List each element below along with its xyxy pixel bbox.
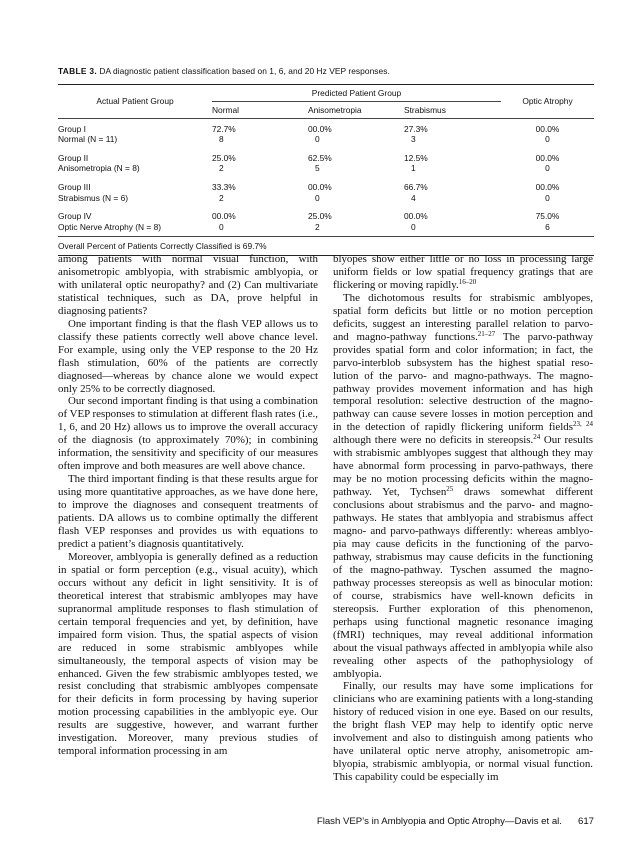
header-strabismus: Strabismus [404, 105, 446, 115]
cell-pct: 75.0% [535, 211, 560, 222]
cell-pct: 27.3% [404, 123, 428, 134]
cell-pct: 00.0% [404, 211, 428, 222]
cell-count: 1 [411, 163, 416, 174]
cell-count: 0 [315, 192, 320, 203]
paragraph: Moreover, amblyopia is generally defined as a reduction in spatial or form perception (e.g., visual acuity), which occurs without any deficit in light sensitivity. It is of theoretical interest that strabismic amblyopes may have supranormal amplitude responses to flash stimulation of certain temporal frequencies and yet, by definition, have impaired form vision. Thus, the spatial aspects of vision are reduced in some strabismic amblyopes while simultaneously, the temporal aspects of vision may be enhanced. Given the few strabismic amblyopes tested, we resist concluding that strabismic amblyopes compensate for their deficits in form processing by having superior motion processing capabilities in the amblyopic eye. Our results are suggestive, however, and warrant further investigation. Moreover, many previous studies of temporal information processing in am [58, 550, 318, 758]
citation: 24 [533, 433, 541, 442]
citation: 23, 24 [572, 420, 593, 429]
table-caption-text: DA diagnostic patient classification based on 1, 6, and 20 Hz VEP responses. [99, 66, 390, 76]
header-normal: Normal [212, 105, 239, 115]
cell-pct: 25.0% [308, 211, 332, 222]
table-label: TABLE 3. [58, 66, 98, 76]
group-sub: Normal (N = 11) [58, 134, 118, 145]
right-column [333, 253, 593, 784]
table-row [58, 153, 594, 164]
cell-count: 6 [545, 221, 550, 232]
group-name: Group I [58, 123, 86, 134]
cell-count: 2 [219, 163, 224, 174]
table-row [58, 193, 594, 204]
group-sub: Anisometropia (N = 8) [58, 163, 140, 174]
header-anisometropia: Anisometropia [308, 105, 362, 115]
table-row [58, 163, 594, 174]
paragraph: The third important finding is that these results argue for using more quantitative approaches, as we have done here, to improve the diagnoses and consequent treatments of patients. DA allows us to combine optimally the different flash VEP responses and provides us with equations to predict a patient’s diagnosis quantitatively. [58, 473, 318, 550]
cell-pct: 00.0% [535, 123, 560, 134]
table-row [58, 134, 594, 145]
cell-count: 0 [315, 134, 320, 145]
cell-count: 0 [545, 134, 550, 145]
group-sub: Optic Nerve Atrophy (N = 8) [58, 221, 162, 232]
paragraph: One important finding is that the flash VEP allows us to classify these patients correctly well above chance level. For example, using only the VEP response to the 20 Hz flash stimulation, 60% of the patients are correctly diagnosed—whereas by chance alone we would expect only 25% to be correctly diagnosed. [58, 317, 318, 395]
cell-count: 2 [219, 192, 224, 203]
cell-pct: 00.0% [535, 152, 560, 163]
cell-pct: 66.7% [404, 181, 428, 192]
cell-pct: 25.0% [212, 152, 236, 163]
group-sub: Strabismus (N = 6) [58, 192, 129, 203]
cell-pct: 00.0% [308, 181, 332, 192]
header-predicted-group: Predicted Patient Group [212, 85, 501, 103]
page-footer [0, 816, 594, 827]
cell-count: 4 [411, 192, 416, 203]
citation: 16–20 [458, 277, 477, 286]
table-3 [58, 66, 594, 256]
cell-count: 8 [219, 134, 224, 145]
paragraph: The dichotomous results for strabismic amblyopes, spatial form deficits but little or no motion perception deficits, suggest an interesting parallel relation to parvo- and magno-pathway functions.$^{21-27}$ The parvo-pathway provides spatial form and color information; in fact, the parvo-interblob subsystem has the highest spatial resolution of the parvo- and magno-pathways. The magno-pathway provides movement information and has high temporal resolution: selective destruction of the magno-pathway can cause severe losses in motion perception and in the detection of rapidly flickering uniform fields$^{23, 24}$ although there were no deficits in stereopsis.$^{24}$ Our results with strabismic amblyopes suggest that although they may have abnormal form processing in parvo-pathways, there may be no motion processing deficits within the magno-pathway. Yet, Tychsen$^{25}$ draws somewhat different conclusions about strabismus and the parvo- and magno-pathways. He states that amblyopia and strabismus affect magno- and parvo-pathways differently: whereas amblyopia may cause deficits in the functioning of the parvo-pathway, strabismus may cause deficits in the functioning of the magno-pathway. Tyschen assumed the magno-pathway processes stereopsis as well as binocular motion: of course, strabismics have well-known deficits in stereopsis. Further exploration of this phenomenon, perhaps using functional magnetic resonance imaging (fMRI) techniques, may reveal additional information about the visual pathways affected in amblyopia while also revealing other aspects of the pathophysiology of amblyopia. [333, 291, 593, 680]
cell-pct: 33.3% [212, 181, 236, 192]
paragraph: Our second important finding is that using a combination of VEP responses to stimulation at different flash rates (i.e., 1, 6, and 20 Hz) allows us to improve the overall accuracy of the diagnosis (to approximately 70%); in combining information, the sensitivity and specificity of our measures often improve and both measures are well above chance. [58, 395, 318, 473]
table-row [58, 222, 594, 237]
cell-count: 5 [315, 163, 320, 174]
table-caption [58, 66, 594, 76]
cell-count: 0 [411, 221, 416, 232]
cell-pct: 00.0% [308, 123, 332, 134]
table-row [58, 211, 594, 222]
cell-pct: 62.5% [308, 152, 332, 163]
table-row [58, 118, 594, 134]
paragraph: among patients with normal visual function, with anisometropic amblyopia, with strabismic amblyopia, or with unilateral optic neuropathy? and (2) Can multivariate statistical techniques, such as DA, prove helpful in diagnosing patients? [58, 253, 318, 317]
paragraph: Finally, our results may have some implications for clinicians who are examining patients with a long-standing history of reduced vision in one eye. Based on our results, the bright flash VEP may help to identify optic nerve involvement and also to distinguish among patients who have unilateral optic nerve atrophy, anisometropic amblyopia, strabismic amblyopia, or normal visual function. This capability could be especially im [333, 680, 593, 784]
page-number: 617 [577, 816, 594, 827]
group-name: Group III [58, 181, 91, 192]
overall-classification-note: Overall Percent of Patients Correctly Classified is 69.7% [58, 241, 267, 252]
cell-pct: 00.0% [212, 211, 236, 222]
cell-pct: 12.5% [404, 152, 428, 163]
citation: 25 [446, 485, 454, 494]
classification-table [58, 84, 594, 256]
cell-count: 0 [219, 221, 224, 232]
group-name: Group II [58, 152, 89, 163]
cell-count: 3 [411, 134, 416, 145]
header-actual-group: Actual Patient Group [96, 96, 174, 106]
cell-count: 0 [545, 192, 550, 203]
cell-pct: 72.7% [212, 123, 236, 134]
header-optic-atrophy: Optic Atrophy [522, 96, 573, 106]
group-name: Group IV [58, 211, 92, 222]
table-row [58, 182, 594, 193]
cell-count: 0 [545, 163, 550, 174]
cell-pct: 00.0% [535, 181, 560, 192]
left-column [58, 253, 318, 758]
cell-count: 2 [315, 221, 320, 232]
paragraph: blyopes show either little or no loss in processing large uniform fields or low spatial frequency gratings that are flickering or moving rapidly.$^{16-20}$ [333, 253, 593, 291]
running-title: Flash VEP’s in Amblyopia and Optic Atrophy—Davis et al. [316, 816, 562, 827]
citation: 21–27 [477, 329, 496, 338]
